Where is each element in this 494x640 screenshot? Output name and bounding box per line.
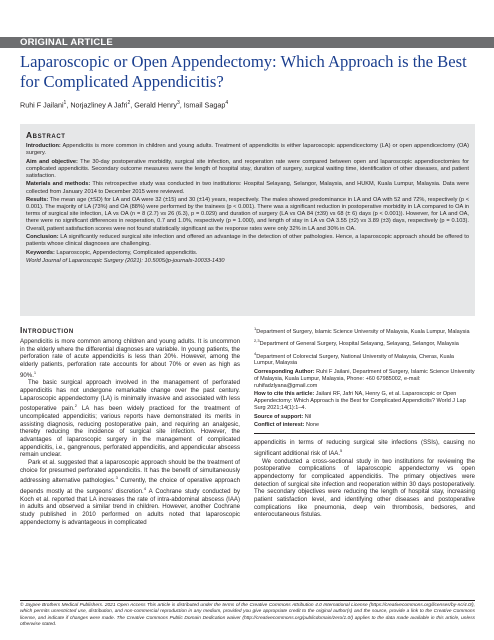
abstract-results: Results: The mean age (±SD) for LA and OA were 32 (±15) and 30 (±14) years, respectively. The males showed predominance in LA and OA with 52 and 72%, respectively (p < 0.001). The majority of LA (73%) and OA (88%) were performed by the trainees (p < 0.001). There was a significant reduction in postoperative morbidity in LA compared to OA in terms of surgical site infection, LA vs OA (n = 8 (2.7) vs 26 (6.3), p = 0.029) and duration of surgery (LA vs OA 84 (±39) vs 68 (± 6) days (p < 0.001)). However, for LA and OA, there were no significant differences in reoperation, 0.7 and 1.0%, respectively (p = 1.000), and length of stay in LA vs OA 3.55 (±2) vs 3.89 (±3) days, respectively (p = 0.103). Overall, patient satisfaction scores were not found statistically significant as the response rates were only 32% in LA and 30% in OA. [26,197,469,232]
introduction-heading: Introduction [20,325,74,335]
abstract-keywords: Keywords: Laparoscopic, Appendectomy, Complicated appendicitis. [26,249,198,256]
intro-paragraph-3-continued: appendicitis in terms of reducing surgical site infections (SSIs), causing no significant additional risk of IAA.$^5$ [254,439,475,458]
intro-paragraph-1: Appendicitis is more common among children and young adults. It is uncommon in the elderly where the differential diagnoses are variable. In young patients, the perforation rate of acute appendicitis is less than 20%. However, among the elderly patients, perforation rate accounts for about 70% or even as high as 90%.$^1$ [20,338,240,379]
citation-marker: 4 [143,485,146,491]
left-column [20,325,240,526]
author-name: Ismail Sagap [183,100,226,110]
author-name: Gerald Henry [134,100,177,110]
citation-marker: 2 [74,403,77,409]
author-separator: , [130,100,135,110]
right-column [254,325,475,519]
how-to-cite: How to cite this article: Jailani RF, Jafri NA, Henry G, et al. Laparoscopic or Open Appendectomy: Which Approach is the Best for Complicated Appendicitis? World J Lap Surg 2021;14(1):1–4. [254,391,466,412]
affiliation-1: $^1$Department of Surgery, Islamic Science University of Malaysia, Kuala Lumpur, Malaysia [254,326,470,335]
author-list [20,98,475,110]
page-header-band [0,0,494,26]
author-name: Ruhi F Jailani [20,100,64,110]
intro-paragraph-3: Park et al. suggested that a laparoscopic approach should be the treatment of choice for presumed perforated appendicitis. It has the benefit of simultaneously addressing alternative pathologies.$^3$ Currently, the choice of operative approach depends mostly at the surgeons' discretion.$^4$ A Cochrane study conducted by Koch et al. reported that LA increases the rate of intra-abdominal abscess (IAA) in adults and observed a similar trend in children. However, another Cochrane study published in 2010 performed on adults noted that laparoscopic appendectomy is advantageous in complicated [20,458,240,526]
citation-marker: 3 [115,475,118,481]
abstract-methods: Materials and methods: This retrospective study was conducted in two institutions: Hospital Selayang, Selangor, Malaysia, and HUKM, Kuala Lumpur, Malaysia. Data were collected from January 2014 to December 2015 were reviewed. [26,181,469,195]
article-title: Laparoscopic or Open Appendectomy: Which Approach is the Best for Complicated Appendicitis? [20,52,467,91]
affiliation-3: $^4$Department of Colorectal Surgery, National University of Malaysia, Cheras, Kuala Lumpur, Malaysia [254,350,454,367]
citation-marker: 5 [340,448,343,454]
intro-paragraph-4: We conducted a cross-sectional study in two institutions for reviewing the postoperative complications of laparoscopic appendectomy vs open appendectomy for complicated appendicitis. The primary objectives were detection of surgical site infection and reoperation within 30 days postoperatively. The secondary objectives were reducing the length of hospital stay, increasing patient satisfaction level, and identifying other diseases and postoperative complications like pneumonia, deep vein thrombosis, bedsores, and enterocutaneous fistulas. [254,457,475,519]
author-affiliation-marker: 3 [176,100,180,106]
citation-marker: 1 [33,369,37,375]
abstract-aim: Aim and objective: The 30-day postoperative morbidity, surgical site infection, and reoperation rate were compared between open and laparoscopic appendicectomies for complicated appendicitis. Secondary outcome measures were the length of hospital stay, duration of surgery, surgical waiting time, identification of other diseases, and patient satisfaction. [26,158,469,179]
info-divider [254,433,475,434]
corresponding-author: Corresponding Author: Ruhi F Jailani, Department of Surgery, Islamic Science University of Malaysia, Kuala Lumpur, Malaysia, Phone: +60 67985002, e-mail: ruhifadzlyana@gmail.com [254,368,475,389]
author-affiliation-marker: 4 [225,100,229,106]
article-type-label: ORIGINAL ARTICLE [20,37,113,48]
abstract-heading: Abstract [26,130,66,140]
abstract-conclusion: Conclusion: LA significantly reduced surgical site infection and offered an advantage in the detection of other pathologies. Hence, a laparoscopic approach should be offered to patients whose clinical diagnoses are challenging. [26,234,469,248]
author-name: Norjazliney A Jafri [70,100,128,110]
author-separator: , [179,100,184,110]
conflict-of-interest: Conflict of interest: None [254,422,320,429]
abstract-introduction: Introduction: Appendicitis is more common in children and young adults. Treatment of appendicitis is either laparoscopic appendicectomy (LA) or open appendicectomy (OA) surgery. [26,143,469,157]
intro-paragraph-2: The basic surgical approach involved in the management of perforated appendicitis has not undergone remarkable change over the past century. Laparoscopic appendectomy (LA) is minimally invasive and associated with less postoperative pain.$^2$ LA has been widely practiced for the treatment of uncomplicated appendicitis; various reports have demonstrated its merits in assisting diagnosis, reducing postoperative pain, and requiring an analgesic, thereby reducing the incidence of surgical site infection. However, the advantages of laparoscopic surgery in the management of complicated appendicitis, i.e., gangrenous, perforated appendicitis, and appendicular abscess remain unclear. [20,379,240,459]
source-of-support: Source of support: Nil [254,413,312,420]
footer-divider [20,600,475,601]
affiliation-2: $^{2,3}$Department of General Surgery, Hospital Selayang, Selayang, Selangor, Malaysia [254,338,459,348]
author-affiliation-marker: 1 [63,100,67,106]
license-footer: © Jaypee Brothers Medical Publishers. 2021 Open Access This article is distributed under the terms of the Creative Commons Attribution 4.0 International License (https://creativecommons.org/licenses/by-nc/4.0/), which permits unrestricted use, distribution, and non-commercial reproduction in any medium, provided you give appropriate credit to the original author(s) and the source, provide a link to the Creative Commons license, and indicate if changes were made. The Creative Commons Public Domain Dedication waiver (http://creativecommons.org/publicdomain/zero/1.0/) applies to the data made available in this article, unless otherwise stated. [20,603,475,627]
author-affiliation-marker: 2 [127,100,131,106]
abstract-box [20,124,475,316]
abstract-citation: World Journal of Laparoscopic Surgery (2021): 10.5005/jp-journals-10033-1430 [26,258,225,265]
author-separator: , [66,100,71,110]
